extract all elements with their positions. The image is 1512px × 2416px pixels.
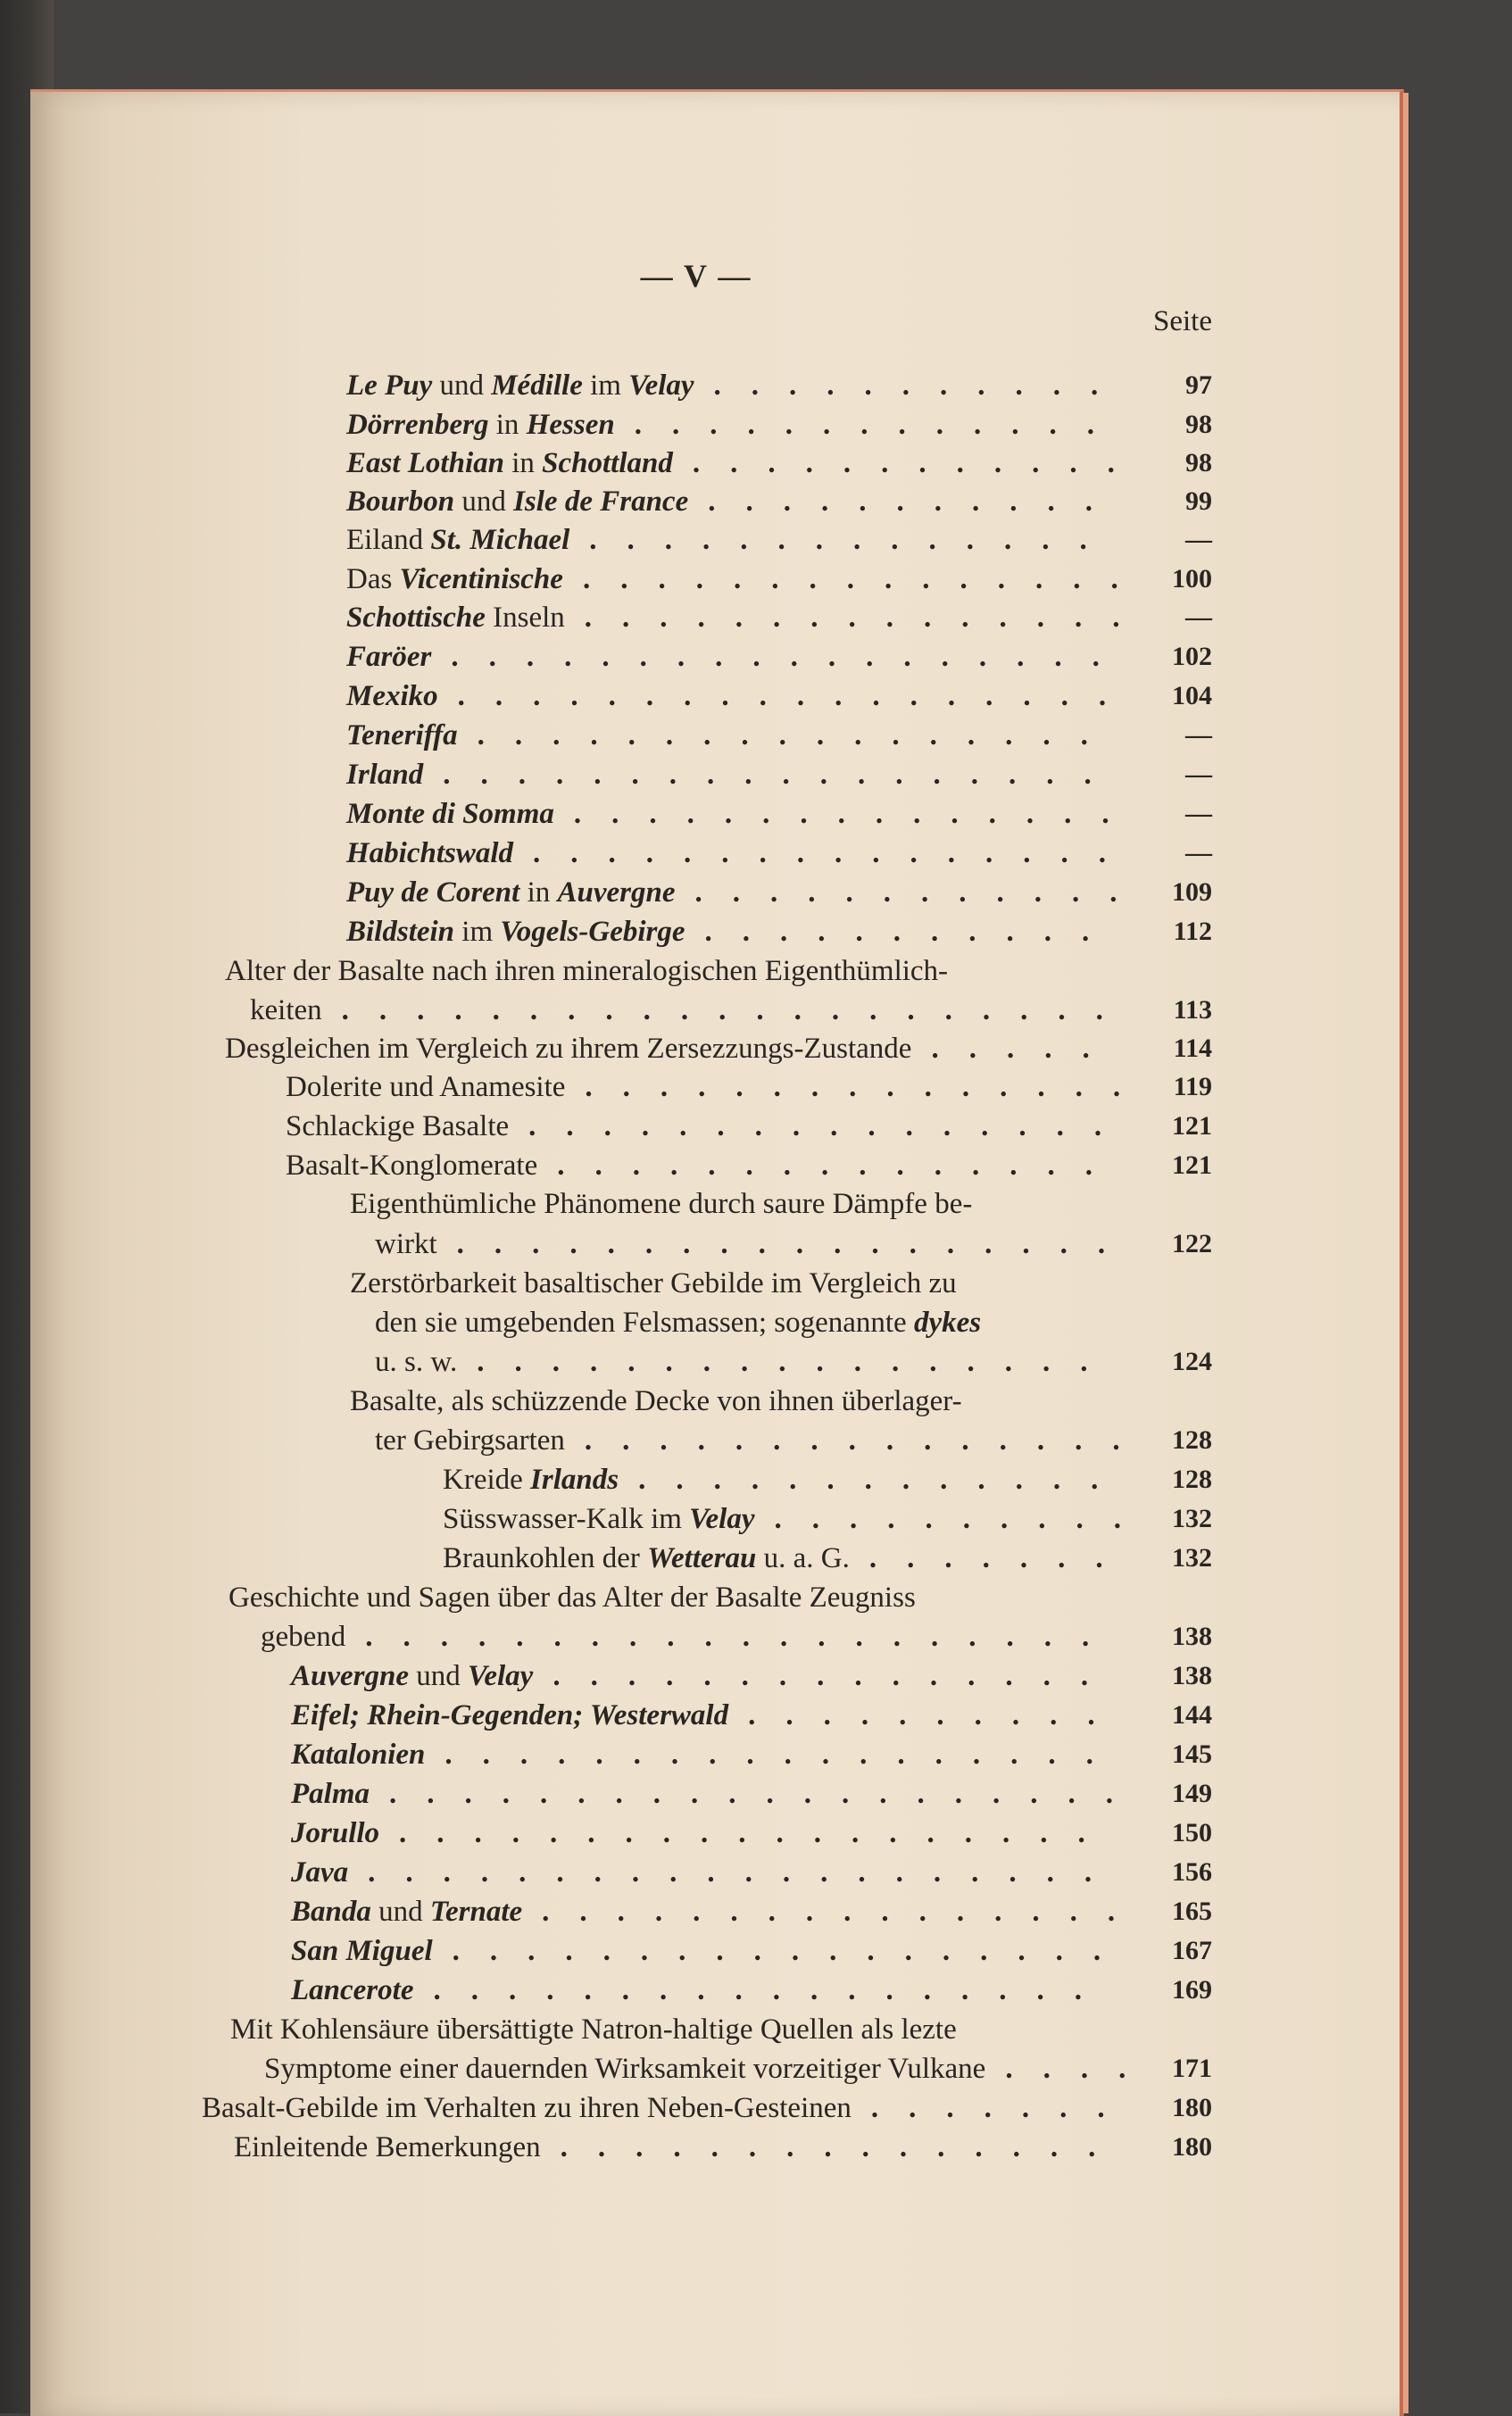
- toc-entry: [0, 1656, 1339, 1696]
- toc-page-number: 156: [1172, 1857, 1212, 1887]
- toc-entry: [0, 1814, 1339, 1853]
- toc-entry: [0, 1931, 1339, 1971]
- toc-entry-text: und: [454, 486, 514, 518]
- toc-entry-text: Puy de Corent: [346, 876, 520, 909]
- toc-entry: [0, 444, 1339, 483]
- toc-page-number: 169: [1172, 1975, 1212, 2005]
- dot-leader: ...............: [552, 1660, 1119, 1692]
- toc-page-number: —: [1185, 720, 1212, 750]
- page-edge: [1403, 93, 1408, 2413]
- toc-entry: [0, 1342, 1339, 1382]
- toc-page-number: 128: [1172, 1465, 1212, 1494]
- toc-page-number: 180: [1172, 2093, 1212, 2122]
- dot-leader: ....: [1005, 2053, 1157, 2085]
- toc-entry-text: den sie umgebenden Felsmassen; sogenannte: [375, 1307, 914, 1339]
- dot-leader: ..................: [456, 1228, 1136, 1260]
- dot-leader: .................: [477, 1346, 1118, 1378]
- toc-entry: [0, 482, 1339, 521]
- toc-entry-title: [250, 991, 322, 1030]
- toc-page-number: —: [1185, 525, 1212, 554]
- toc-page-number: 145: [1172, 1739, 1212, 1769]
- toc-entry: [0, 637, 1339, 677]
- dot-leader: ..............: [589, 524, 1117, 556]
- dot-leader: ...........: [708, 486, 1123, 518]
- toc-entry: [0, 794, 1339, 834]
- toc-page-number: 138: [1172, 1622, 1212, 1651]
- toc-entry-text: San Miguel: [291, 1935, 433, 1967]
- toc-entry: [0, 873, 1339, 912]
- toc-entry-title: [228, 1578, 916, 1617]
- toc-entry-text: St. Michael: [430, 524, 570, 556]
- toc-entry-title: [264, 2049, 985, 2088]
- dot-leader: .................: [477, 719, 1118, 751]
- toc-entry-text: Vicentinische: [399, 563, 563, 595]
- toc-page-number: 132: [1172, 1504, 1212, 1533]
- toc-entry: [0, 951, 1339, 991]
- toc-entry: [0, 560, 1339, 599]
- toc-entry-text: keiten: [250, 994, 322, 1026]
- toc-entry-text: in: [519, 876, 558, 909]
- dot-leader: ..........: [748, 1699, 1126, 1731]
- toc-page-number: 97: [1185, 370, 1212, 400]
- toc-entry-title: [443, 1539, 850, 1578]
- dot-leader: ....................: [365, 1621, 1120, 1653]
- toc-entry: [0, 1382, 1339, 1421]
- dot-leader: ...............: [573, 798, 1140, 830]
- dot-leader: ..................: [452, 1935, 1132, 1967]
- toc-entry-title: [286, 1107, 509, 1146]
- toc-entry-text: Lancerote: [291, 1974, 414, 2006]
- toc-entry-text: Alter der Basalte nach ihren mineralogischen Eigenthümlich-: [225, 955, 949, 987]
- toc-entry: [0, 1774, 1339, 1814]
- toc-entry-title: [346, 716, 458, 755]
- toc-entry: [0, 2010, 1339, 2049]
- toc-entry: [0, 2049, 1339, 2088]
- dot-leader: ...............: [585, 1071, 1151, 1103]
- toc-entry: [0, 520, 1339, 560]
- toc-entry-title: [346, 444, 673, 483]
- toc-entry-title: [375, 1342, 457, 1382]
- toc-entry-title: [202, 2088, 852, 2128]
- toc-entry-text: Isle de France: [513, 486, 689, 518]
- dot-leader: ...............: [584, 602, 1151, 634]
- toc-entry-text: Mexiko: [346, 680, 438, 712]
- toc-entry: [0, 716, 1339, 755]
- toc-entry-text: Velay: [628, 369, 694, 402]
- toc-entry-title: [346, 520, 569, 560]
- toc-entry-text: Bildstein: [346, 916, 455, 948]
- toc-entry-text: Eifel; Rhein-Gegenden; Westerwald: [291, 1699, 729, 1731]
- toc-entry-text: Jorullo: [291, 1817, 380, 1849]
- toc-entry-text: Mit Kohlensäure übersättigte Natron-haltige Quellen als lezte: [230, 2013, 957, 2046]
- toc-entry-title: [291, 1931, 433, 1971]
- toc-entry-title: [346, 912, 685, 951]
- dot-leader: .....: [931, 1033, 1120, 1065]
- toc-entry: [0, 1107, 1339, 1146]
- toc-entry: [0, 1578, 1339, 1617]
- dot-leader: ................: [542, 1896, 1146, 1928]
- toc-entry-title: [225, 1029, 911, 1068]
- toc-entry: [0, 1892, 1339, 1931]
- toc-entry-text: Basalt-Gebilde im Verhalten zu ihren Neben-Gesteinen: [202, 2092, 852, 2124]
- toc-entry-text: dykes: [913, 1307, 982, 1339]
- toc-entry: [0, 2128, 1339, 2167]
- toc-entry-title: [230, 2010, 957, 2049]
- toc-entry-text: und: [370, 1896, 430, 1928]
- toc-page-number: 149: [1172, 1779, 1212, 1808]
- dot-leader: ..................: [451, 641, 1130, 673]
- toc-entry-text: Monte di Somma: [346, 798, 554, 830]
- dot-leader: .............: [634, 409, 1125, 441]
- toc-entry-title: [291, 1656, 533, 1696]
- toc-entry-title: [261, 1617, 345, 1656]
- toc-entry-title: [346, 598, 565, 637]
- toc-page-number: —: [1185, 602, 1212, 632]
- toc-page-number: 99: [1185, 486, 1212, 516]
- toc-entry: [0, 1539, 1339, 1578]
- toc-entry-title: [375, 1303, 981, 1342]
- toc-entry: [0, 991, 1339, 1030]
- toc-entry: [0, 1303, 1339, 1342]
- toc-entry-text: Zerstörbarkeit basaltischer Gebilde im Vergleich zu: [350, 1267, 957, 1299]
- toc-entry-title: [291, 1814, 379, 1853]
- toc-entry-text: Desgleichen im Vergleich zu ihrem Zersezzungs-Zustande: [225, 1033, 912, 1065]
- toc-entry-text: Einleitende Bemerkungen: [234, 2131, 541, 2163]
- toc-entry-title: [225, 951, 948, 991]
- toc-entry-title: [291, 1892, 522, 1931]
- toc-entry-title: [350, 1184, 972, 1224]
- toc-entry-title: [375, 1225, 437, 1264]
- toc-page-number: 113: [1173, 995, 1212, 1025]
- dot-leader: .............: [638, 1464, 1129, 1496]
- toc-entry: [0, 834, 1339, 873]
- toc-entry: [0, 405, 1339, 444]
- toc-page-number: 180: [1172, 2132, 1212, 2162]
- page-number-header: — V —: [640, 258, 752, 294]
- dot-leader: ...................: [399, 1817, 1116, 1849]
- toc-entry-text: Symptome einer dauernden Wirksamkeit vorzeitiger Vulkane: [264, 2053, 986, 2085]
- toc-entry-title: [346, 366, 694, 405]
- toc-entry-text: Ternate: [429, 1896, 523, 1928]
- toc-page-number: 150: [1172, 1818, 1212, 1847]
- toc-entry-text: Java: [291, 1856, 349, 1889]
- toc-entry: [0, 1617, 1339, 1656]
- toc-entry-text: Palma: [291, 1778, 370, 1810]
- toc-page-number: 124: [1172, 1347, 1212, 1376]
- toc-entry-title: [291, 1696, 728, 1735]
- toc-entry-title: [346, 834, 513, 873]
- dot-leader: ....................: [368, 1856, 1123, 1889]
- dot-leader: ..........: [774, 1503, 1151, 1535]
- toc-entry-text: gebend: [261, 1621, 346, 1653]
- dot-leader: ...........: [704, 916, 1120, 948]
- toc-entry-title: [346, 637, 431, 677]
- dot-leader: ..................: [444, 1739, 1124, 1771]
- seite-column-label: Seite: [1153, 305, 1212, 337]
- dot-leader: ..................: [443, 759, 1122, 791]
- dot-leader: ...............: [582, 563, 1149, 595]
- toc-page-number: —: [1185, 760, 1212, 789]
- toc-entry-text: Süsswasser-Kalk im: [443, 1503, 690, 1535]
- toc-entry-text: Dolerite und Anamesite: [286, 1071, 566, 1103]
- toc-page-number: 132: [1172, 1543, 1212, 1573]
- dot-leader: ...............: [560, 2131, 1126, 2163]
- toc-entry-title: [286, 1067, 565, 1107]
- toc-entry-title: [346, 405, 615, 444]
- toc-entry-title: [375, 1421, 565, 1460]
- toc-entry-text: Faröer: [346, 641, 432, 673]
- toc-entry-text: Schottische: [346, 602, 486, 634]
- toc-entry: [0, 1225, 1339, 1264]
- toc-entry-text: Geschichte und Sagen über das Alter der Basalte Zeugniss: [228, 1582, 916, 1614]
- toc-entry: [0, 1460, 1339, 1499]
- toc-entry-text: Das: [346, 563, 400, 595]
- toc-entry-text: im: [582, 369, 629, 402]
- toc-page-number: 165: [1172, 1897, 1212, 1926]
- dot-leader: ............: [692, 447, 1145, 479]
- toc-entry-text: und: [432, 369, 492, 402]
- dot-leader: .....................: [341, 994, 1134, 1026]
- toc-entry-text: ter Gebirgsarten: [375, 1424, 565, 1457]
- toc-page-number: 144: [1172, 1700, 1212, 1730]
- toc-page-number: 128: [1172, 1425, 1212, 1455]
- toc-entry-title: [291, 1971, 413, 2010]
- toc-entry: [0, 1067, 1339, 1107]
- toc-entry-title: [291, 1735, 425, 1774]
- dot-leader: ...............: [584, 1424, 1151, 1457]
- toc-entry-text: wirkt: [375, 1228, 437, 1260]
- toc-page-number: 98: [1185, 448, 1212, 477]
- toc-entry: [0, 755, 1339, 794]
- toc-page-number: 171: [1172, 2054, 1212, 2083]
- toc-entry-text: im: [454, 916, 501, 948]
- toc-entry-text: Auvergne: [557, 876, 676, 909]
- toc-page-number: —: [1185, 838, 1212, 868]
- toc-entry-title: [286, 1146, 537, 1185]
- dot-leader: .......: [870, 2092, 1135, 2124]
- toc-entry-text: Inseln: [485, 602, 565, 634]
- toc-page-number: 121: [1172, 1111, 1212, 1141]
- toc-entry-title: [346, 677, 438, 716]
- toc-entry-text: Dörrenberg: [346, 409, 489, 441]
- toc-page-number: 100: [1172, 564, 1212, 594]
- dot-leader: ..................: [457, 680, 1137, 712]
- toc-entry: [0, 677, 1339, 716]
- toc-entry-text: Bourbon: [346, 486, 455, 518]
- toc-entry-title: [346, 755, 423, 794]
- toc-page-number: 104: [1172, 681, 1212, 710]
- toc-entry-text: Schlackige Basalte: [286, 1110, 510, 1142]
- toc-entry-title: [350, 1382, 962, 1421]
- toc-entry-title: [291, 1853, 348, 1892]
- toc-page-number: 121: [1172, 1150, 1212, 1180]
- dot-leader: .......: [868, 1542, 1134, 1574]
- toc-entry-title: [291, 1774, 370, 1814]
- toc-entry-text: in: [503, 447, 543, 479]
- dot-leader: ....................: [389, 1778, 1143, 1810]
- toc-entry-text: Teneriffa: [346, 719, 458, 751]
- toc-entry-title: [346, 482, 688, 521]
- toc-entry-text: Vogels-Gebirge: [500, 916, 685, 948]
- toc-page-number: 167: [1172, 1936, 1212, 1965]
- toc-entry: [0, 1421, 1339, 1460]
- toc-entry-text: Wetterau: [647, 1542, 757, 1574]
- dot-leader: ............: [694, 876, 1148, 909]
- toc-entry-text: Eigenthümliche Phänomene durch saure Dämpfe be-: [350, 1188, 973, 1220]
- toc-entry: [0, 1264, 1339, 1303]
- toc-entry-title: [443, 1460, 619, 1499]
- dot-leader: ..................: [433, 1974, 1112, 2006]
- toc-entry-text: Le Puy: [346, 369, 433, 402]
- toc-page-number: 114: [1173, 1034, 1212, 1063]
- toc-page-number: 112: [1173, 917, 1212, 946]
- toc-entry-text: Auvergne: [291, 1660, 409, 1692]
- toc-entry-text: Velay: [689, 1503, 755, 1535]
- toc-page-number: 138: [1172, 1661, 1212, 1690]
- toc-entry: [0, 1853, 1339, 1892]
- toc-entry: [0, 598, 1339, 637]
- toc-entry-text: Basalte, als schüzzende Decke von ihnen überlager-: [350, 1385, 962, 1417]
- toc-entry-text: u. a. G.: [756, 1542, 850, 1574]
- toc-entry: [0, 912, 1339, 951]
- toc-entry: [0, 1499, 1339, 1539]
- toc-entry-text: u. s. w.: [375, 1346, 458, 1378]
- toc-page-number: 119: [1173, 1072, 1212, 1101]
- toc-entry-text: Banda: [291, 1896, 371, 1928]
- dot-leader: ...............: [557, 1150, 1123, 1182]
- toc-entry-title: [234, 2128, 541, 2167]
- toc-entry-text: Basalt-Konglomerate: [286, 1150, 538, 1182]
- toc-entry-text: Irland: [346, 759, 424, 791]
- toc-entry: [0, 1971, 1339, 2010]
- toc-page-number: 109: [1172, 877, 1212, 907]
- toc-entry-title: [443, 1499, 754, 1539]
- toc-entry-title: [346, 560, 563, 599]
- toc-entry: [0, 1146, 1339, 1185]
- toc-entry-title: [346, 794, 554, 834]
- toc-entry-title: [346, 873, 676, 912]
- toc-entry-text: und: [409, 1660, 468, 1692]
- toc-entry-text: in: [488, 409, 527, 441]
- toc-entry: [0, 1696, 1339, 1735]
- toc-entry-text: Médille: [491, 369, 583, 402]
- toc-entry-text: Habichtswald: [346, 837, 514, 869]
- toc-entry: [0, 2088, 1339, 2128]
- toc-entry: [0, 1184, 1339, 1224]
- toc-entry-text: Eiland: [346, 524, 431, 556]
- toc-entry-text: Braunkohlen der: [443, 1542, 648, 1574]
- toc-entry: [0, 1029, 1339, 1068]
- toc-entry-text: Schottland: [542, 447, 673, 479]
- toc-entry: [0, 1735, 1339, 1774]
- toc-page-number: —: [1185, 799, 1212, 828]
- toc-entry: [0, 366, 1339, 405]
- dot-leader: ...........: [713, 369, 1129, 402]
- toc-entry-text: Irlands: [530, 1464, 619, 1496]
- toc-entry-text: Velay: [468, 1660, 534, 1692]
- toc-entry-text: East Lothian: [346, 447, 504, 479]
- dot-leader: ................: [528, 1110, 1133, 1142]
- toc-entry-text: Kreide: [443, 1464, 531, 1496]
- toc-page-number: 122: [1172, 1229, 1212, 1258]
- toc-entry-text: Hessen: [526, 409, 615, 441]
- toc-entry-text: Katalonien: [291, 1739, 426, 1771]
- toc-page-number: 102: [1172, 642, 1212, 671]
- toc-entry-title: [350, 1264, 957, 1303]
- toc-page-number: 98: [1185, 410, 1212, 439]
- dot-leader: ................: [533, 837, 1137, 869]
